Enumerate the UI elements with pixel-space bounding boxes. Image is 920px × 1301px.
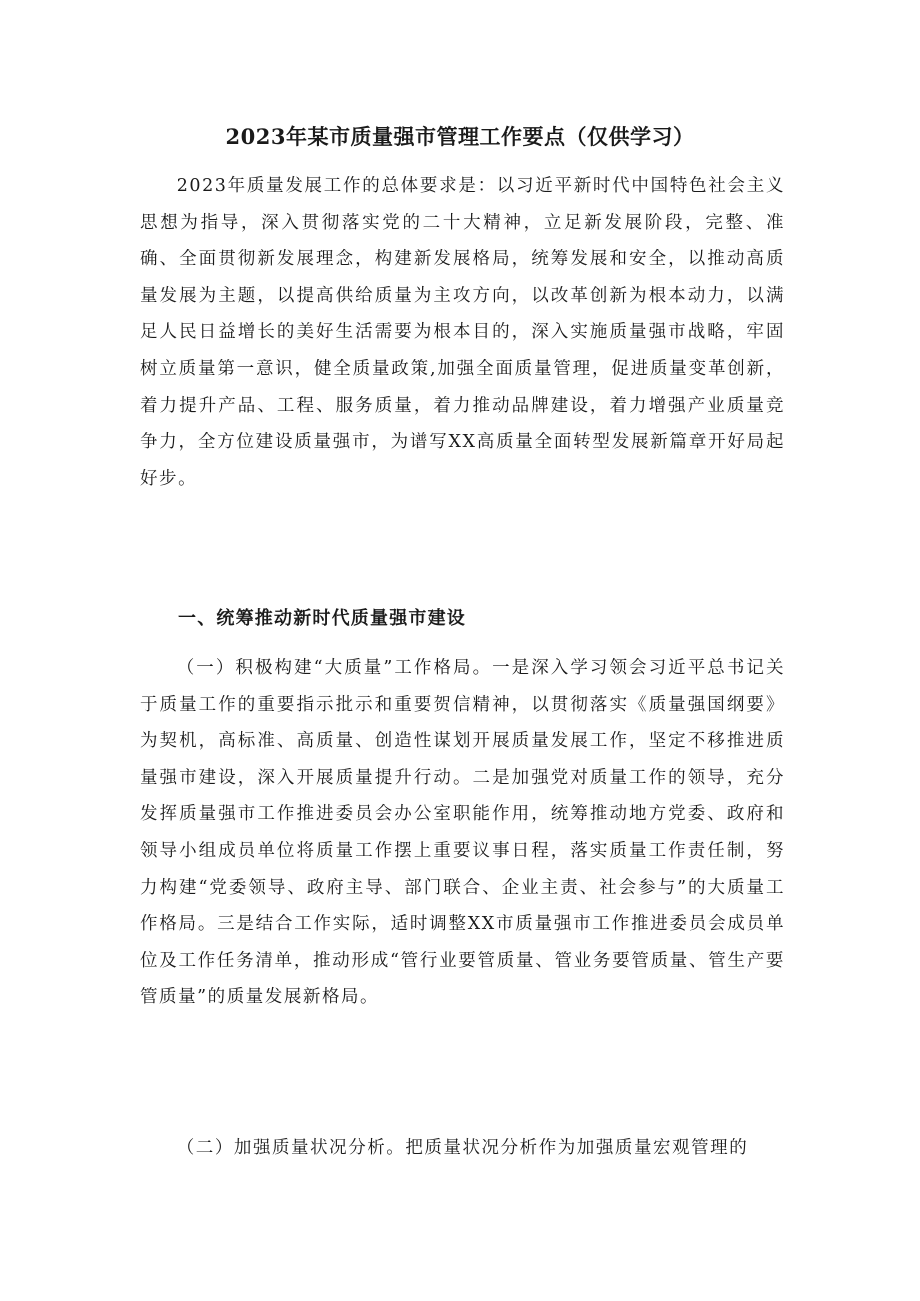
document-title: 2023年某市质量强市管理工作要点（仅供学习）: [225, 124, 695, 149]
section-heading: 一、统筹推动新时代质量强市建设: [178, 608, 466, 629]
paragraph-general-requirements: 2023年质量发展工作的总体要求是：以习近平新时代中国特色社会主义思想为指导，深入贯彻落实党的二十大精神，立足新发展阶段，完整、准确、全面贯彻新发展理念，构建新发展格局，统筹发展和安全，以推动高质量发展为主题，以提高供给质量为主攻方向，以改革创新为根本动力，以满足人民日益增长的美好生活需要为根本目的，深入实施质量强市战略，牢固树立质量第一意识，健全质量政策,加强全面质量管理，促进质量变革创新，着力提升产品、工程、服务质量，着力推动品牌建设，着力增强产业质量竞争力，全方位建设质量强市，为谱写XX高质量全面转型发展新篇章开好局起好步。: [140, 176, 785, 489]
paragraph-quality-analysis: （二）加强质量状况分析。把质量状况分析作为加强质量宏观管理的: [176, 1138, 749, 1158]
paragraph-quality-pattern: （一）积极构建“大质量”工作格局。一是深入学习领会习近平总书记关于质量工作的重要指示批示和重要贺信精神，以贯彻落实《质量强国纲要》为契机，高标准、高质量、创造性谋划开展质量发展工作，坚定不移推进质量强市建设，深入开展质量提升行动。二是加强党对质量工作的领导，充分发挥质量强市工作推进委员会办公室职能作用，统筹推动地方党委、政府和领导小组成员单位将质量工作摆上重要议事日程，落实质量工作责任制，努力构建“党委领导、政府主导、部门联合、企业主责、社会参与”的大质量工作格局。三是结合工作实际，适时调整XX市质量强市工作推进委员会成员单位及工作任务清单，推动形成“管行业要管质量、管业务要管质量、管生产要管质量”的质量发展新格局。: [140, 658, 785, 1008]
